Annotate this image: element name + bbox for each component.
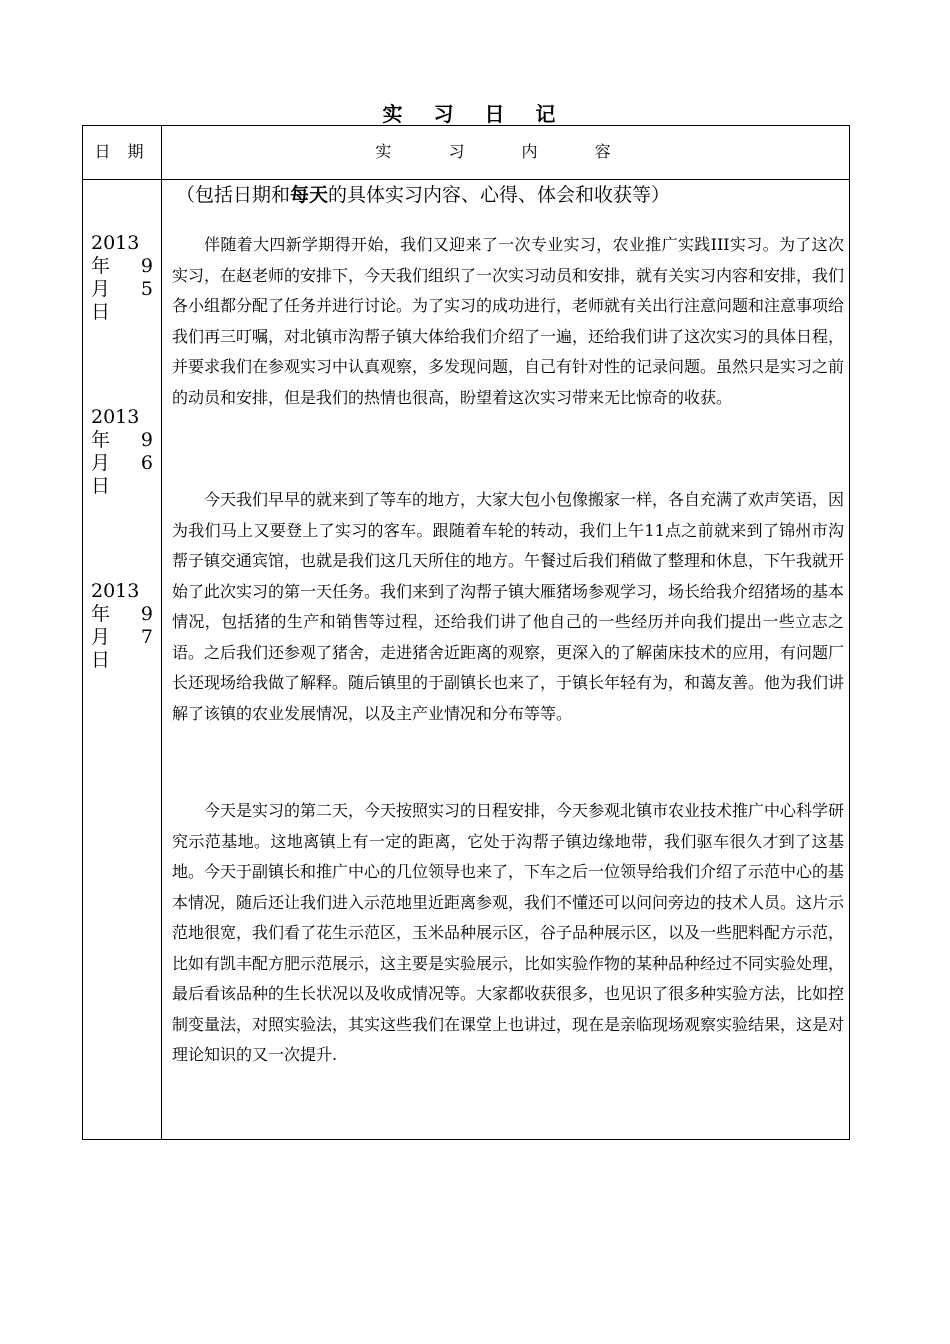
date-column-header: 日 期: [94, 142, 150, 161]
instruction-note-post: 的具体实习内容、心得、体会和收获等）: [328, 184, 671, 206]
date-year: 2013: [91, 580, 140, 602]
page-title: 实 习 日 记: [382, 102, 568, 126]
column-divider: [161, 125, 162, 1140]
date-year: 2013: [91, 232, 140, 254]
entry-text: 今天是实习的第二天，今天按照实习的日程安排，今天参观北镇市农业技术推广中心科学研究示范基地。这地离镇上有一定的距离，它处于沟帮子镇边缘地带，我们驱车很久才到了这基地。今天于副镇长和推广中心的几位领导也来了，下车之后一位领导给我们介绍了示范中心的基本情况，随后还让我们进入示范地里近距离参观，我们不懂还可以问问旁边的技术人员。这片示范地很宽，我们看了花生示范区，玉米品种展示区，谷子品种展示区，以及一些肥料配方示范，比如有凯丰配方肥示范展示，这主要是实验展示，比如实验作物的某种品种经过不同实验处理，最后看该品种的生长状况以及收成情况等。大家都收获很多，也见识了很多种实验方法，比如控制变量法，对照实验法，其实这些我们在课堂上也讲过，现在是亲临现场观察实验结果，这是对理论知识的又一次提升.: [172, 801, 845, 1064]
date-month: 9: [140, 429, 153, 451]
instruction-note-pre: （包括日期和: [176, 184, 291, 206]
date-year-char: 年: [91, 603, 111, 625]
date-month-char: 月: [91, 278, 111, 300]
date-day: 6: [140, 452, 153, 474]
date-day-char: 日: [91, 301, 111, 323]
entry-date: [91, 406, 153, 498]
entry-date: [91, 580, 153, 672]
date-day: 5: [140, 278, 153, 300]
date-year-char: 年: [91, 429, 111, 451]
entry-text: 今天我们早早的就来到了等车的地方，大家大包小包像搬家一样，各自充满了欢声笑语，因为我们马上又要登上了实习的客车。跟随着车轮的转动，我们上午11点之前就来到了锦州市沟帮子镇交通宾馆，也就是我们这几天所住的地方。午餐过后我们稍做了整理和休息，下午我就开始了此次实习的第一天任务。我们来到了沟帮子镇大雁猪场参观学习，场长给我介绍猪场的基本情况，包括猪的生产和销售等过程，还给我们讲了他自己的一些经历并向我们提出一些立志之语。之后我们还参观了猪舍，走进猪舍近距离的观察，更深入的了解菌床技术的应用，有问题厂长还现场给我做了解释。随后镇里的于副镇长也来了，于镇长年轻有为，和蔼友善。他为我们讲解了该镇的农业发展情况，以及主产业情况和分布等等。: [172, 490, 845, 723]
entry-date: [91, 232, 153, 324]
date-day-char: 日: [91, 475, 111, 497]
date-month-char: 月: [91, 452, 111, 474]
date-year: 2013: [91, 406, 140, 428]
instruction-note-bold: 每天: [290, 184, 329, 206]
entry-text: 伴随着大四新学期得开始，我们又迎来了一次专业实习，农业推广实践III实习。为了这次实习，在赵老师的安排下，今天我们组织了一次实习动员和安排，就有关实习内容和安排，我们各小组都分配了任务并进行讨论。为了实习的成功进行，老师就有关出行注意问题和注意事项给我们再三叮嘱，对北镇市沟帮子镇大体给我们介绍了一遍，还给我们讲了这次实习的具体日程，并要求我们在参观实习中认真观察，多发现问题，自己有针对性的记录问题。虽然只是实习之前的动员和安排，但是我们的热情也很高，盼望着这次实习带来无比惊奇的收获。: [172, 235, 845, 407]
date-year-char: 年: [91, 255, 111, 277]
instruction-note: [176, 180, 670, 210]
date-day: 7: [140, 626, 153, 648]
date-month: 9: [140, 603, 153, 625]
date-month-char: 月: [91, 626, 111, 648]
date-month: 9: [140, 255, 153, 277]
date-day-char: 日: [91, 649, 111, 671]
content-column-header: 实 习 内 容: [375, 142, 637, 161]
